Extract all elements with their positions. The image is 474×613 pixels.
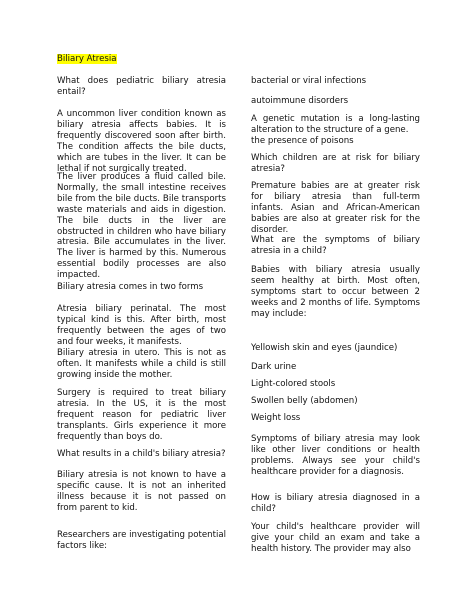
paragraph-question-risk: Which children are at risk for biliary atresia?	[251, 153, 420, 174]
list-item-poisons: the presence of poisons	[251, 136, 354, 146]
paragraph-question-entail: What does pediatric biliary atresia entail?	[57, 76, 226, 97]
paragraph-researchers: Researchers are investigating potential factors like:	[57, 530, 226, 551]
paragraph-see-provider: Symptoms of biliary atresia may look like other liver conditions or health problems. Always see your child's healthcare provider for a diagnosis.	[251, 434, 420, 477]
paragraph-intro: A uncommon liver condition known as biliary atresia affects babies. It is frequently discovered soon after birth. The condition affects the bile ducts, which are tubes in the liver. It can be lethal if not surgically treated.	[57, 109, 226, 174]
paragraph-question-results: What results in a child's biliary atresia?	[57, 449, 226, 459]
paragraph-cause: Biliary atresia is not known to have a specific cause. It is not an inherited illness because it is not passed on from parent to kid.	[57, 470, 226, 513]
paragraph-two-forms: Biliary atresia comes in two forms	[57, 282, 204, 292]
paragraph-exam: Your child's healthcare provider will give your child an exam and take a health history. The provider may also	[251, 522, 420, 554]
paragraph-bile: The liver produces a fluid called bile. Normally, the small intestine receives bile from the bile ducts. Bile transports waste materials and aids in digestion. The bile ducts in the liver are obstructed in children who have biliary atresia. Bile accumulates in the liver. The liver is harmed by this. Numerous essential bodily processes are also impacted.	[57, 172, 226, 281]
paragraph-question-diagnosed: How is biliary atresia diagnosed in a child?	[251, 493, 420, 514]
symptom-swollen-belly: Swollen belly (abdomen)	[251, 396, 358, 406]
paragraph-babies-healthy: Babies with biliary atresia usually seem healthy at birth. Most often, symptoms start to occur between 2 weeks and 2 months of life. Symptoms may include:	[251, 265, 420, 319]
paragraph-question-symptoms: What are the symptoms of biliary atresia in a child?	[251, 235, 420, 256]
symptom-dark-urine: Dark urine	[251, 362, 297, 372]
document-title-highlight: Biliary Atresia	[57, 54, 117, 64]
document-title	[57, 54, 226, 65]
symptom-weight-loss: Weight loss	[251, 413, 301, 423]
paragraph-in-utero: Biliary atresia in utero. This is not as often. It manifests while a child is still growing inside the mother.	[57, 348, 226, 380]
paragraph-genetic-mutation: A genetic mutation is a long-lasting alteration to the structure of a gene.	[251, 114, 420, 135]
paragraph-premature: Premature babies are at greater risk for biliary atresia than full-term infants. Asian and African-American babies are also at greater risk for the disorder.	[251, 181, 420, 235]
list-item-autoimmune: autoimmune disorders	[251, 96, 349, 106]
paragraph-perinatal: Atresia biliary perinatal. The most typical kind is this. After birth, most frequently between the ages of two and four weeks, it manifests.	[57, 304, 226, 347]
paragraph-surgery: Surgery is required to treat biliary atresia. In the US, it is the most frequent reason for pediatric liver transplants. Girls experience it more frequently than boys do.	[57, 388, 226, 442]
list-item-infections: bacterial or viral infections	[251, 76, 367, 86]
symptom-jaundice: Yellowish skin and eyes (jaundice)	[251, 343, 398, 353]
symptom-light-stools: Light-colored stools	[251, 379, 336, 389]
